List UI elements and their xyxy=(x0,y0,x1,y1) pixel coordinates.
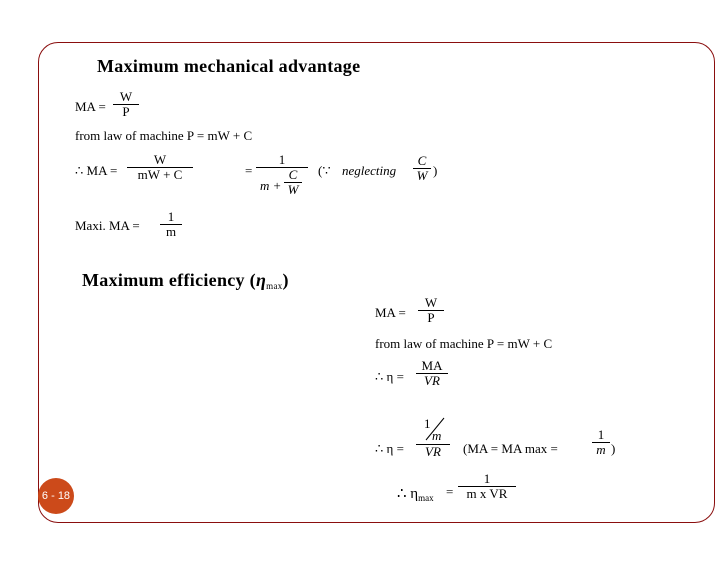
frac1-denominator: mW + C xyxy=(127,167,193,182)
maxi-numerator: 1 xyxy=(167,209,175,224)
neglect-fraction xyxy=(413,154,431,183)
eta2-lhs: ∴ η = xyxy=(375,441,404,456)
maxi-ma-fraction xyxy=(160,210,182,239)
page-number-badge: 6 - 18 xyxy=(38,478,74,514)
ma-fraction xyxy=(113,90,139,119)
etamax-lhs xyxy=(397,484,434,503)
equals-2: = xyxy=(245,163,253,178)
etamax-fraction xyxy=(458,472,516,501)
ma2-lhs: MA = xyxy=(375,305,406,320)
frac2-den-m: m + xyxy=(260,178,282,193)
cond-denominator: m xyxy=(592,442,610,457)
eta2-num-1: 1 xyxy=(424,416,431,431)
etamax-eta: ∴ η xyxy=(397,486,419,502)
eta-fraction xyxy=(416,359,448,388)
frac1-numerator: W xyxy=(153,152,167,167)
eta-lhs: ∴ η = xyxy=(375,369,404,384)
section-heading-max-efficiency xyxy=(82,270,289,291)
heading2-sub: max xyxy=(266,281,283,291)
law-of-machine-1: from law of machine P = mW + C xyxy=(75,128,253,143)
neglect-denominator: W xyxy=(413,168,431,183)
eta2-denominator: VR xyxy=(416,444,450,459)
ma-lhs: MA = xyxy=(75,99,106,114)
because-close: ) xyxy=(433,163,438,178)
frac2-den-subfrac xyxy=(284,168,302,197)
frac2-denominator xyxy=(256,167,308,198)
eta2-numerator xyxy=(416,416,450,444)
etamax-sub: max xyxy=(418,493,434,503)
heading2-close: ) xyxy=(282,270,289,290)
condition-fraction xyxy=(592,428,610,457)
eta-numerator: MA xyxy=(421,358,443,373)
ma-denominator: P xyxy=(113,104,139,119)
etamax-equals: = xyxy=(446,484,454,499)
ma2-denominator: P xyxy=(418,310,444,325)
law-of-machine-2: from law of machine P = mW + C xyxy=(375,336,553,351)
condition-close: ) xyxy=(611,441,616,456)
maxi-ma-lhs: Maxi. MA = xyxy=(75,218,140,233)
ma-fraction-3 xyxy=(256,153,308,198)
eta2-fraction xyxy=(416,416,450,459)
ma-numerator: W xyxy=(119,89,133,104)
because-open: (∵ xyxy=(318,163,331,178)
ma-fraction-2 xyxy=(127,153,193,182)
ma2-numerator: W xyxy=(424,295,438,310)
neglecting-text: neglecting xyxy=(342,163,397,178)
heading2-text: Maximum efficiency ( xyxy=(82,270,256,290)
frac2-den-c: C xyxy=(288,167,298,182)
condition-open: (MA = MA max = xyxy=(463,441,558,456)
maxi-denominator: m xyxy=(160,224,182,239)
eta-denominator: VR xyxy=(416,373,448,388)
therefore-ma-lhs: ∴ MA = xyxy=(75,163,118,178)
frac2-numerator: 1 xyxy=(278,152,286,167)
cond-numerator: 1 xyxy=(597,427,605,442)
ma2-fraction xyxy=(418,296,444,325)
etamax-numerator: 1 xyxy=(483,471,491,486)
neglect-numerator: C xyxy=(417,153,427,168)
eta2-num-m: m xyxy=(432,428,442,443)
etamax-denominator: m x VR xyxy=(458,486,516,501)
section-heading-max-ma: Maximum mechanical advantage xyxy=(97,56,361,76)
heading2-eta: η xyxy=(255,270,267,290)
frac2-den-w: W xyxy=(284,182,302,197)
